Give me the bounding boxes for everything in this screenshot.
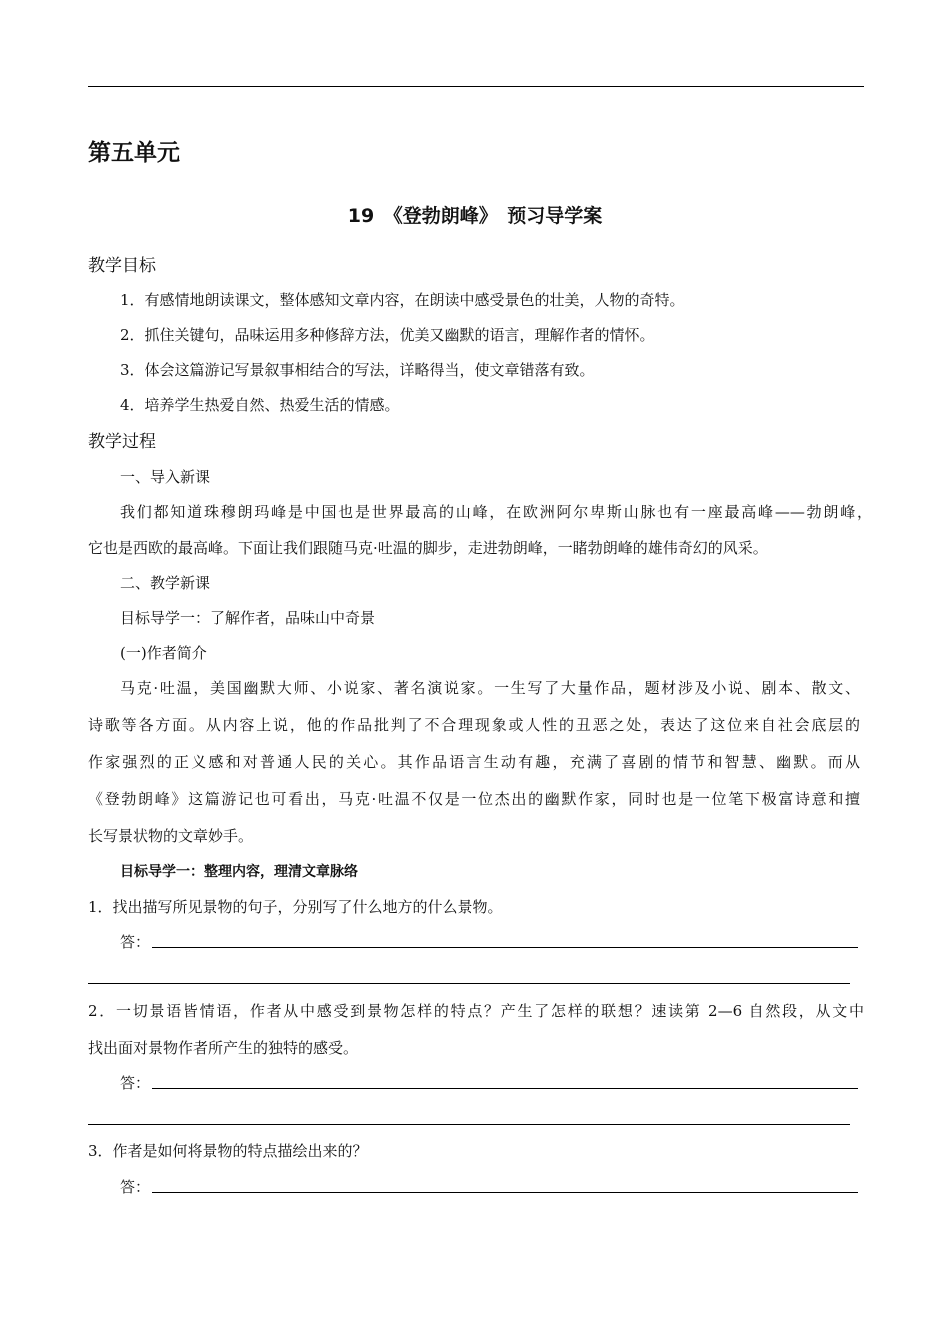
goal-item: 3．体会这篇游记写景叙事相结合的写法，详略得当，使文章错落有致。 [120, 361, 595, 379]
author-paragraph-line: 长写景状物的文章妙手。 [88, 827, 254, 845]
goal-item: 2．抓住关键句，品味运用多种修辞方法，优美又幽默的语言，理解作者的情怀。 [120, 326, 655, 344]
goal-item: 1．有感情地朗读课文，整体感知文章内容，在朗读中感受景色的壮美，人物的奇特。 [120, 291, 685, 309]
question-2-line: 2．一切景语皆情语，作者从中感受到景物怎样的特点？产生了怎样的联想？速读第 2—6 自然段，从文中 [88, 1002, 864, 1020]
answer-line[interactable] [152, 1088, 858, 1089]
answer-label: 答： [120, 1074, 151, 1092]
goal2-heading: 目标导学一：整理内容，理清文章脉络 [120, 864, 358, 880]
intro-heading: 一、导入新课 [120, 468, 211, 486]
header-rule [88, 86, 864, 87]
answer-line[interactable] [152, 947, 858, 948]
author-paragraph-line: 马克·吐温，美国幽默大师、小说家、著名演说家。一生写了大量作品，题材涉及小说、剧本、散文、 [120, 679, 860, 697]
answer-label: 答： [120, 1178, 151, 1196]
unit-title: 第五单元 [88, 140, 180, 166]
question-3: 3．作者是如何将景物的特点描绘出来的？ [88, 1142, 368, 1160]
new-lesson-heading: 二、教学新课 [120, 574, 211, 592]
intro-paragraph-line: 我们都知道珠穆朗玛峰是中国也是世界最高的山峰，在欧洲阿尔卑斯山脉也有一座最高峰——勃朗峰， [120, 503, 872, 521]
process-heading: 教学过程 [88, 432, 156, 452]
answer-label: 答： [120, 933, 151, 951]
goal1-heading: 目标导学一：了解作者，品味山中奇景 [120, 609, 376, 627]
question-2-line: 找出面对景物作者所产生的独特的感受。 [88, 1039, 359, 1057]
lesson-title: 19 《登勃朗峰》 预习导学案 [347, 205, 603, 227]
author-paragraph-line: 诗歌等各方面。从内容上说，他的作品批判了不合理现象或人性的丑恶之处，表达了这位来自社会底层的 [88, 716, 860, 734]
author-heading: (一)作者简介 [120, 644, 207, 662]
intro-paragraph-line: 它也是西欧的最高峰。下面让我们跟随马克·吐温的脚步，走进勃朗峰，一睹勃朗峰的雄伟奇幻的风采。 [88, 539, 768, 557]
author-paragraph-line: 作家强烈的正义感和对普通人民的关心。其作品语言生动有趣，充满了喜剧的情节和智慧、幽默。而从 [88, 753, 860, 771]
question-1: 1．找出描写所见景物的句子，分别写了什么地方的什么景物。 [88, 898, 503, 916]
author-paragraph-line: 《登勃朗峰》这篇游记也可看出，马克·吐温不仅是一位杰出的幽默作家，同时也是一位笔下极富诗意和擅 [88, 790, 860, 808]
goals-heading: 教学目标 [88, 256, 156, 276]
goal-item: 4．培养学生热爱自然、热爱生活的情感。 [120, 396, 400, 414]
answer-line[interactable] [88, 1124, 850, 1125]
answer-line[interactable] [88, 983, 850, 984]
answer-line[interactable] [152, 1192, 858, 1193]
